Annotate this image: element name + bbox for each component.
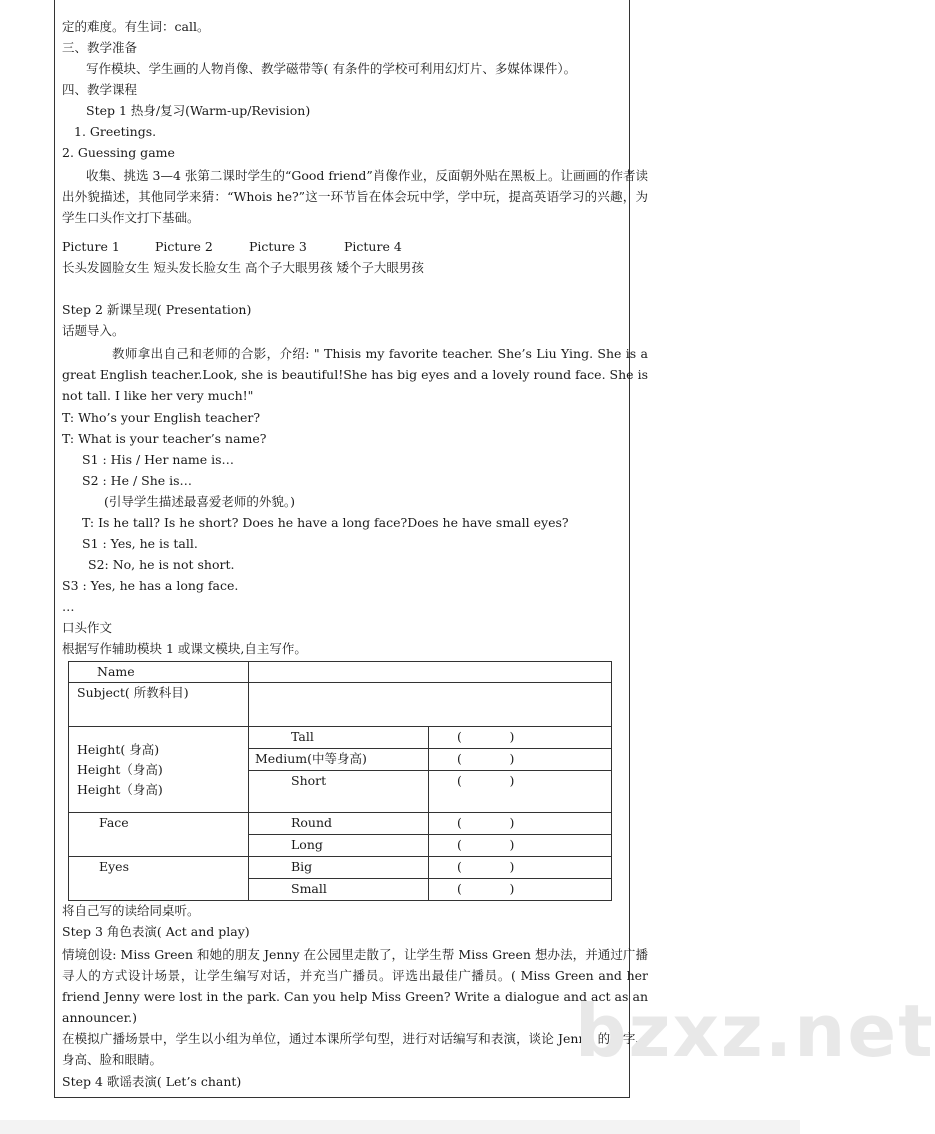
cell-height-label [69, 727, 249, 813]
text-line: 定的难度。有生词：call。 [62, 19, 210, 34]
page-bottom-margin [0, 1120, 800, 1134]
text-line: 2. Guessing game [62, 145, 175, 160]
option-big: Big [249, 857, 429, 879]
cell-name-label: Name [69, 662, 249, 683]
dialogue-line: S2 : He / She is… [82, 473, 193, 488]
step-heading: Step 1 热身/复习(Warm-up/Revision) [86, 103, 311, 118]
description-table [68, 661, 612, 901]
answer-blank: ( ) [429, 857, 612, 879]
dialogue-line: S3 : Yes, he has a long face. [62, 578, 239, 593]
step-heading: Step 2 新课呈现( Presentation) [62, 302, 252, 317]
answer-blank: ( ) [429, 749, 612, 771]
option-medium: Medium(中等身高) [249, 749, 429, 771]
answer-blank: ( ) [429, 771, 612, 813]
text-line: (引导学生描述最喜爱老师的外貌。) [104, 494, 296, 509]
step-heading: Step 3 角色表演( Act and play) [62, 924, 250, 939]
answer-blank: ( ) [429, 727, 612, 749]
picture-label: Picture 3 [249, 239, 307, 254]
height-label: Height（身高) [77, 761, 163, 777]
answer-blank: ( ) [429, 879, 612, 901]
watermark: bzxz.net [575, 989, 935, 1073]
text-line: 口头作文 [62, 620, 113, 635]
picture-label: Picture 4 [344, 239, 402, 254]
picture-label: Picture 2 [155, 239, 213, 254]
section-heading: 三、教学准备 [62, 40, 138, 55]
cell-face-label: Face [69, 813, 249, 857]
dialogue-line: S1 : His / Her name is… [82, 452, 235, 467]
picture-label: Picture 1 [62, 239, 120, 254]
height-label: Height( 身高) [77, 741, 160, 757]
text-line: 将自己写的读给同桌听。 [62, 903, 200, 918]
paragraph: 教师拿出自己和老师的合影，介绍: " Thisis my favorite teacher. She’s Liu Ying. She is a great English teacher.Look, she is beautiful!She has big eyes and a lovely round face. She is not tall. I like her very much!" [62, 346, 648, 403]
text-line: 长头发圆脸女生 短头发长脸女生 高个子大眼男孩 矮个子大眼男孩 [62, 260, 424, 275]
option-tall: Tall [249, 727, 429, 749]
paragraph: 在模拟广播场景中，学生以小组为单位，通过本课所学句型，进行对话编写和表演，谈论 Jenny 的名字、身高、脸和眼睛。 [62, 1031, 648, 1067]
step-heading: Step 4 歌谣表演( Let’s chant) [62, 1074, 242, 1089]
dialogue-line: T: Who’s your English teacher? [62, 410, 261, 425]
text-line: 写作模块、学生画的人物肖像、教学磁带等( 有条件的学校可利用幻灯片、多媒体课件）。 [86, 61, 577, 76]
answer-blank: ( ) [429, 813, 612, 835]
option-long: Long [249, 835, 429, 857]
height-label: Height（身高) [77, 781, 163, 797]
dialogue-line: T: What is your teacher’s name? [62, 431, 267, 446]
section-heading: 四、教学课程 [62, 82, 138, 97]
dialogue-line: T: Is he tall? Is he short? Does he have a long face?Does he have small eyes? [82, 515, 569, 530]
cell-eyes-label: Eyes [69, 857, 249, 901]
option-short: Short [249, 771, 429, 813]
option-round: Round [249, 813, 429, 835]
paragraph: 情境创设: Miss Green 和她的朋友 Jenny 在公园里走散了，让学生帮 Miss Green 想办法，并通过广播寻人的方式设计场景，让学生编写对话，并充当广播员。评选出最佳广播员。( Miss Green and her friend Jenny were lost in the park. Can you help Miss Green? Write a dialogue and act as an announcer.) [62, 947, 648, 1025]
cell-subject-label: Subject( 所教科目) [69, 683, 249, 727]
option-small: Small [249, 879, 429, 901]
cell-subject-value [249, 683, 612, 727]
text-line: 1. Greetings. [74, 124, 157, 139]
dialogue-line: S1 : Yes, he is tall. [82, 536, 198, 551]
cell-name-value [249, 662, 612, 683]
text-line: 话题导入。 [62, 323, 125, 338]
paragraph: 收集、挑选 3—4 张第二课时学生的“Good friend”肖像作业，反面朝外贴在黑板上。让画画的作者读出外貌描述，其他同学来猜：“Whois he?”这一环节旨在体会玩中学，学中玩，提高英语学习的兴趣，为学生口头作文打下基础。 [62, 168, 648, 225]
dialogue-line: S2: No, he is not short. [88, 557, 235, 572]
answer-blank: ( ) [429, 835, 612, 857]
text-line: 根据写作辅助模块 1 或课文模块,自主写作。 [62, 641, 307, 656]
text-line: … [62, 599, 75, 614]
